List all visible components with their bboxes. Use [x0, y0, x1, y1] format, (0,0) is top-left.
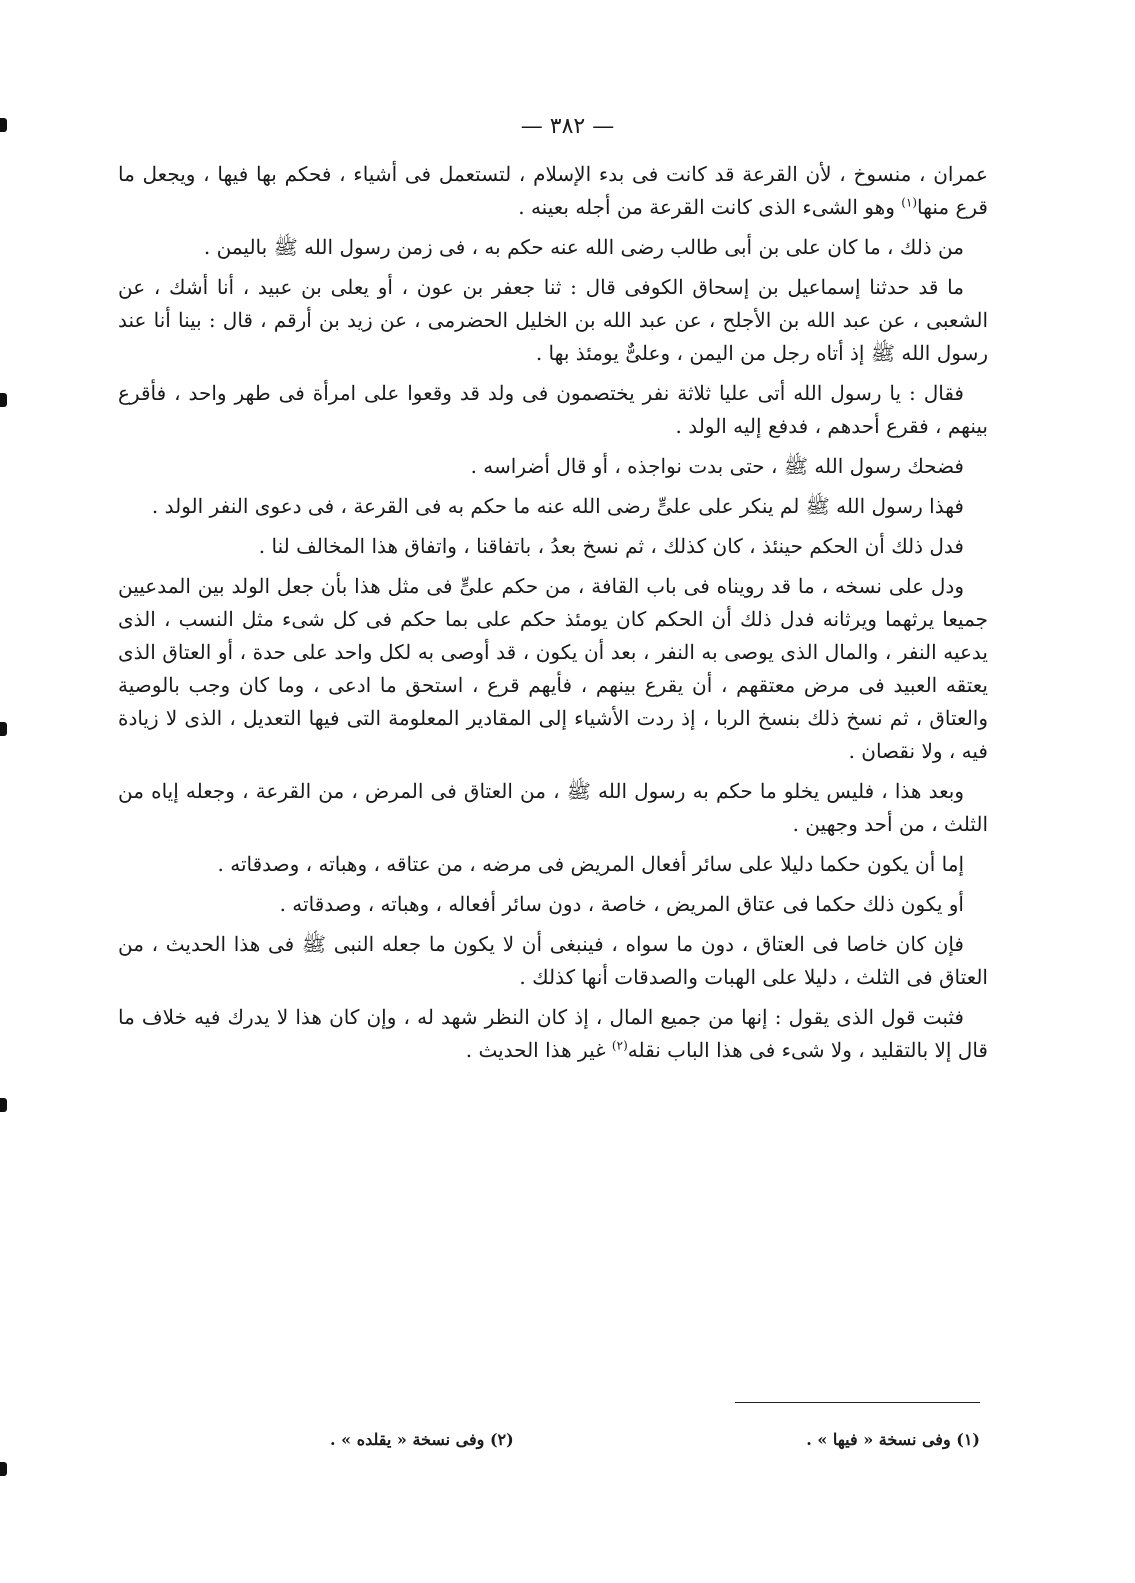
scan-edge-mark	[0, 1462, 7, 1476]
paragraph: فهذا رسول الله ﷺ لم ينكر على علىٍّ رضى الله عنه ما حكم به فى القرعة ، فى دعوى النفر الولد .	[151, 494, 964, 518]
footnotes	[330, 1430, 980, 1449]
paragraph: ودل على نسخه ، ما قد رويناه فى باب القافة ، من حكم علىٍّ فى مثل هذا بأن جعل الولد بين المدعيين جميعا يرثهما ويرثانه فدل ذلك أن الحكم كان يومئذ حكم على بما حكم فى كل شىء مثل النسب ، الذى يدعيه النفر ، والمال الذى يوصى به النفر ، بعد أن يكون ، قد أوصى به لكل واحد على حدة ، أو العتاق الذى يعتقه العبيد فى مرض معتقهم ، أن يقرع بينهم ، فأيهم قرع ، استحق ما ادعى ، وما كان وجب بالوصية والعتاق ، ثم نسخ ذلك بنسخ الربا ، إذ ردت الأشياء إلى المقادير المعلومة التى فيها التعديل ، الذى لا زيادة فيه ، ولا نقصان .	[118, 574, 988, 763]
footnote-1: (١) وفى نسخة « فيها » .	[806, 1430, 980, 1449]
footnote-2: (٢) وفى نسخة « يقلده » .	[330, 1430, 514, 1449]
footnote-ref[interactable]: (٢)	[611, 1038, 628, 1053]
paragraph: فثبت قول الذى يقول : إنها من جميع المال ، إذ كان النظر شهد له ، وإن كان هذا لا يدرك فيه خلاف ما قال إلا بالتقليد ، ولا شىء فى هذا الباب نقله$^{(٢)}$ غير هذا الحديث .	[118, 1005, 988, 1062]
paragraph: أو يكون ذلك حكما فى عتاق المريض ، خاصة ، دون سائر أفعاله ، وهباته ، وصدقاته .	[279, 892, 964, 916]
scan-edge-mark	[0, 118, 7, 132]
paragraph: فقال : يا رسول الله أتى عليا ثلاثة نفر يختصمون فى ولد قد وقعوا على امرأة فى طهر واحد ، فأقرع بينهم ، فقرع أحدهم ، فدفع إليه الولد .	[118, 381, 988, 438]
paragraph: إما أن يكون حكما دليلا على سائر أفعال المريض فى مرضه ، من عتاقه ، وهباته ، وصدقاته .	[217, 852, 964, 876]
paragraph: من ذلك ، ما كان على بن أبى طالب رضى الله عنه حكم به ، فى زمن رسول الله ﷺ باليمن .	[203, 235, 964, 259]
footnote-ref[interactable]: (١)	[901, 195, 918, 210]
scan-edge-mark	[0, 393, 7, 407]
paragraph: ما قد حدثنا إسماعيل بن إسحاق الكوفى قال : ثنا جعفر بن عون ، أو يعلى بن عبيد ، أنا أشك ، عن الشعبى ، عن عبد الله بن الأجلح ، عن عبد الله بن الخليل الحضرمى ، عن زيد بن أرقم ، قال : بينا أنا عند رسول الله ﷺ إذ أتاه رجل من اليمن ، وعلىٌّ يومئذ بها .	[118, 275, 988, 365]
page-number: — ٣٨٢ —	[520, 114, 615, 139]
text-body	[118, 158, 988, 1074]
paragraph: فدل ذلك أن الحكم حينئذ ، كان كذلك ، ثم نسخ بعدُ ، باتفاقنا ، واتفاق هذا المخالف لنا .	[258, 534, 964, 558]
scan-edge-mark	[0, 722, 7, 736]
scan-edge-mark	[0, 1098, 7, 1112]
paragraph: وبعد هذا ، فليس يخلو ما حكم به رسول الله ﷺ ، من العتاق فى المرض ، من القرعة ، وجعله إياه من الثلث ، من أحد وجهين .	[118, 779, 988, 836]
paragraph: فإن كان خاصا فى العتاق ، دون ما سواه ، فينبغى أن لا يكون ما جعله النبى ﷺ فى هذا الحديث ، من العتاق فى الثلث ، دليلا على الهبات والصدقات أنها كذلك .	[118, 932, 988, 989]
paragraph: فضحك رسول الله ﷺ ، حتى بدت نواجذه ، أو قال أضراسه .	[470, 454, 964, 478]
footnote-divider	[735, 1402, 980, 1403]
paragraph: عمران ، منسوخ ، لأن القرعة قد كانت فى بدء الإسلام ، لتستعمل فى أشياء ، فحكم بها فيها ، ويجعل ما قرع منها$^{(١)}$ وهو الشىء الذى كانت القرعة من أجله بعينه .	[118, 162, 988, 219]
